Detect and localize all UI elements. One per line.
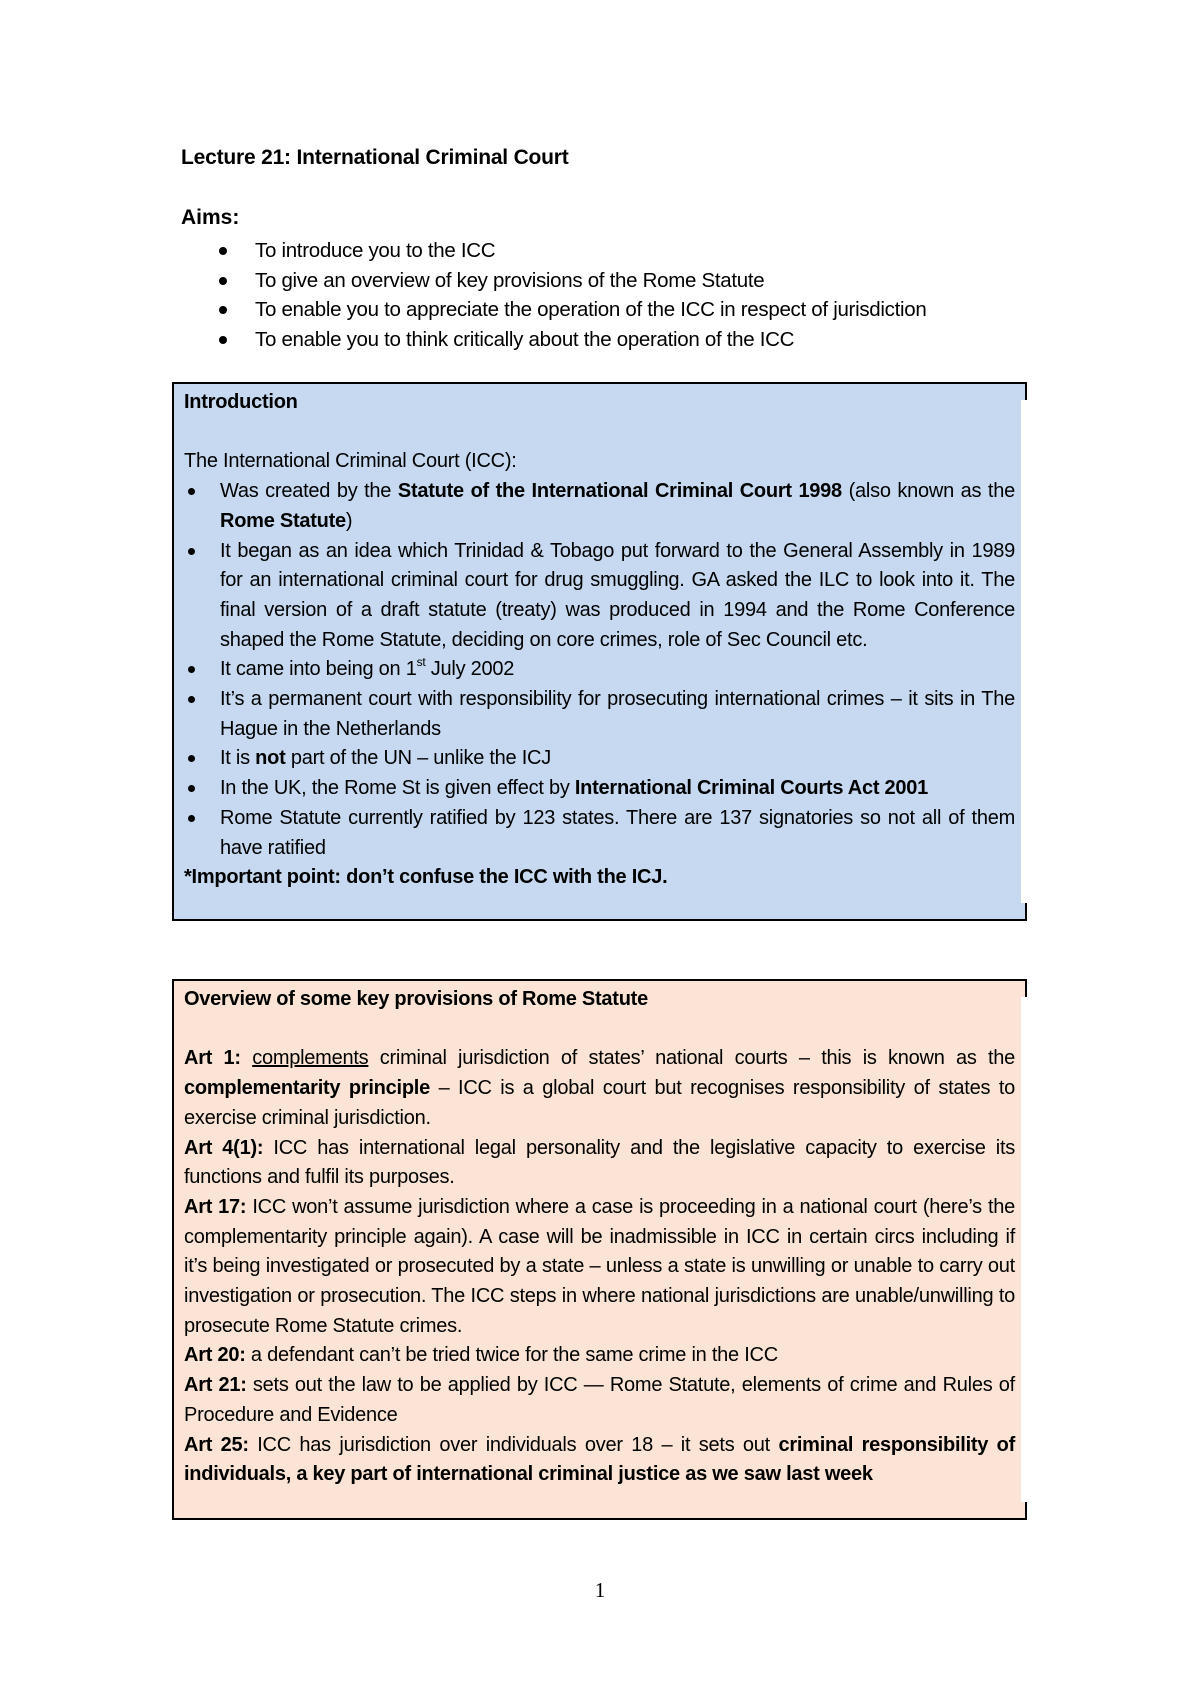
text-run: It’s a permanent court with responsibility for prosecuting international crimes – it sits in The Hague in the Netherlands [220,688,1015,740]
list-item [184,477,1015,536]
list-item [181,325,1081,355]
aim-text: To enable you to appreciate the operation of the ICC in respect of jurisdiction [255,298,927,321]
article-label: Art 17: [184,1195,247,1218]
introduction-heading: Introduction [184,391,298,413]
page-title: Lecture 21: International Criminal Court [181,146,569,169]
bullet-icon [188,488,195,495]
aims-heading: Aims: [181,206,240,229]
statute-name: Statute of the International Criminal Court 1998 [397,480,842,503]
article-1 [184,1044,1015,1133]
text-run: ICC has international legal personality and the legislative capacity to exercise its functions and fulfil its purposes. [184,1136,1016,1189]
bullet-icon [188,785,195,792]
provisions-heading: Overview of some key provisions of Rome Statute [184,988,648,1010]
list-item [181,266,1081,296]
text-run: part of the UN – unlike the ICJ [285,747,551,770]
introduction-list [184,477,1015,863]
text-run: – ICC is a global court but recognises responsibility of states to exercise criminal jurisdiction. [184,1077,1015,1129]
list-item [181,295,1081,325]
article-label: Art 4(1): [184,1136,264,1159]
provisions-box [172,979,1027,1520]
bullet-icon [188,696,195,703]
list-item [184,537,1015,656]
text-run: Rome Statute currently ratified by 123 states. There are 137 signatories so not all of them have ratified [220,806,1015,859]
bullet-icon [188,548,195,555]
list-item [184,685,1015,744]
text-run: (also known as the [841,480,1015,503]
principle-name: complementarity principle [184,1077,430,1100]
list-item [184,774,1015,804]
list-item [181,236,1081,266]
aims-list [181,236,1081,354]
list-item [184,744,1015,774]
bullet-icon [188,666,195,673]
article-label: Art 25: [184,1433,249,1456]
article-17 [184,1193,1015,1342]
introduction-box [172,382,1027,921]
article-20 [184,1341,1015,1371]
aim-text: To give an overview of key provisions of the Rome Statute [255,268,765,292]
article-label: Art 20: [184,1344,246,1367]
box-edge-decoration [1021,997,1027,1502]
text-run: It began as an idea which Trinidad & Tobago put forward to the General Assembly in 1989 for an international criminal court for drug smuggling. GA asked the ILC to look into it. The final version of a draft statute (treaty) was produced in 1994 and the Rome Conference shaped the Rome Statute, deciding on core crimes, role of Sec Council etc. [220,539,1015,651]
text-run: Was created by the [220,480,398,503]
text-run: criminal jurisdiction of states’ national courts – this is known as the [368,1047,1016,1070]
box-edge-decoration [1021,400,1027,903]
bullet-icon [219,306,227,314]
text-run: ) [345,509,353,532]
emphasis-text: not [255,747,286,770]
article-25 [184,1431,1015,1490]
list-item [184,655,1015,685]
bullet-icon [219,277,227,285]
text-run: It is [220,747,256,770]
act-name: International Criminal Courts Act 2001 [574,777,929,800]
emphasis-text: criminal responsibility of individuals, a key part of international criminal justice as we saw last week [184,1433,1016,1486]
text-run: July 2002 [425,658,515,681]
text-run: sets out the law to be applied by ICC — Rome Statute, elements of crime and Rules of Procedure and Evidence [184,1374,1015,1426]
text-run: In the UK, the Rome St is given effect by [220,777,575,800]
article-21 [184,1371,1015,1430]
aim-text: To enable you to think critically about the operation of the ICC [255,327,795,351]
article-4 [184,1134,1015,1193]
text-run: a defendant can’t be tried twice for the same crime in the ICC [245,1344,778,1367]
bullet-icon [188,815,195,822]
article-label: Art 21: [184,1374,247,1397]
underlined-text: complements [252,1047,369,1070]
aim-text: To introduce you to the ICC [255,239,496,262]
statute-short-name: Rome Statute [220,509,346,532]
page-number: 1 [594,1578,606,1602]
important-note: *Important point: don’t confuse the ICC with the ICJ. [184,866,668,889]
ordinal-suffix: st [416,654,426,669]
text-run: ICC won’t assume jurisdiction where a case is proceeding in a national court (here’s the complementarity principle again). A case will be inadmissible in ICC in certain circs including if it’s being investigated or prosecuted by a state – unless a state is unwilling or unable to carry out investigation or prosecution. The ICC steps in where national jurisdictions are unable/unwilling to prosecute Rome Statute crimes. [184,1195,1015,1337]
bullet-icon [188,755,195,762]
list-item [184,804,1015,863]
spacer [184,418,1015,448]
text-run: It came into being on 1 [220,658,417,681]
bullet-icon [219,336,227,344]
spacer [184,1015,1015,1045]
article-label: Art 1: [184,1047,241,1070]
bullet-icon [219,247,227,255]
introduction-lead: The International Criminal Court (ICC): [184,450,517,473]
text-run: ICC has jurisdiction over individuals over 18 – it sets out [248,1433,779,1456]
